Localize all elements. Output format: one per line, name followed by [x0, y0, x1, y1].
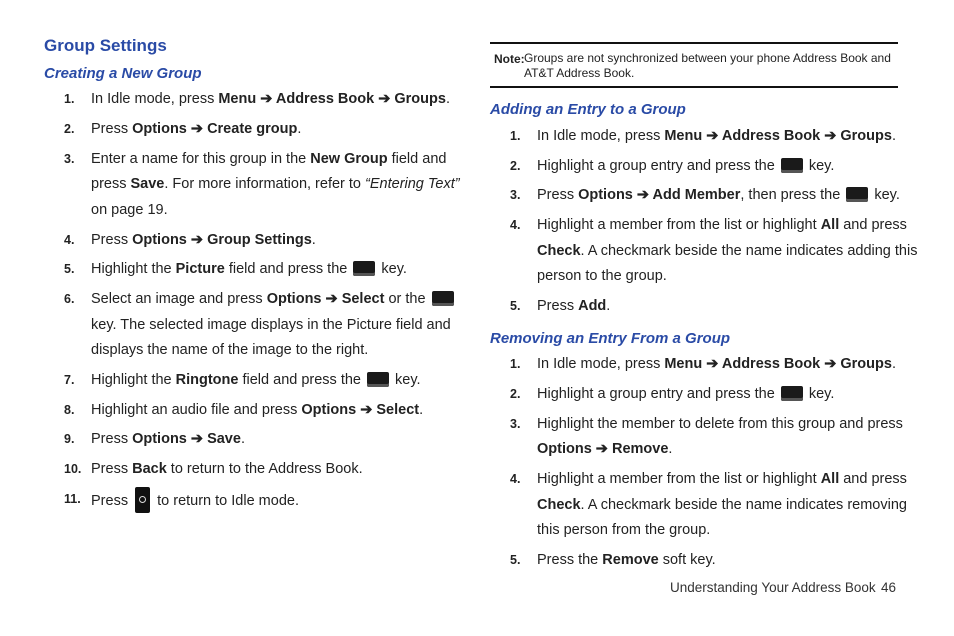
step-text: Press Add.	[537, 298, 611, 314]
step-number: 8.	[64, 403, 75, 417]
step-number: 11.	[64, 492, 81, 506]
step-text: Options ➔ Remove.	[537, 441, 673, 457]
soft-key-icon	[432, 291, 454, 306]
step-text: Press to return to Idle mode.	[91, 487, 299, 515]
step-text: Highlight the member to delete from this group and press	[537, 416, 903, 432]
step-text: In Idle mode, press Menu ➔ Address Book ➔ Groups.	[537, 356, 896, 372]
step-text: key. The selected image displays in the Picture field and	[91, 317, 451, 333]
step-text: person to the group.	[537, 268, 667, 284]
note-box	[490, 42, 898, 88]
page-title: Group Settings	[44, 36, 167, 55]
step-text: press Save. For more information, refer to “Entering Text”	[91, 176, 460, 192]
step-text: Highlight a group entry and press the key.	[537, 158, 835, 174]
step-number: 5.	[510, 299, 521, 313]
step-number: 9.	[64, 432, 75, 446]
step-number: 1.	[64, 92, 75, 106]
step-number: 4.	[510, 472, 521, 486]
step-text: Press Options ➔ Group Settings.	[91, 232, 316, 248]
soft-key-icon	[846, 187, 868, 202]
step-number: 5.	[64, 262, 75, 276]
step-text: Press Options ➔ Create group.	[91, 121, 302, 137]
step-number: 3.	[510, 188, 521, 202]
step-number: 4.	[510, 218, 521, 232]
step-text: Highlight the Picture field and press the key.	[91, 261, 407, 277]
step-number: 2.	[64, 122, 75, 136]
step-text: Highlight the Ringtone field and press the key.	[91, 372, 421, 388]
section-heading-creating: Creating a New Group	[44, 65, 202, 82]
step-text: Select an image and press Options ➔ Select or the	[91, 287, 456, 313]
step-text: Highlight a member from the list or highlight All and press	[537, 471, 907, 487]
step-number: 6.	[64, 292, 75, 306]
step-text: Press the Remove soft key.	[537, 552, 716, 568]
footer-section-title: Understanding Your Address Book	[670, 580, 876, 595]
step-number: 2.	[510, 387, 521, 401]
step-text: Press Options ➔ Add Member, then press the key.	[537, 187, 900, 203]
step-text: displays the name of the image to the right.	[91, 342, 369, 358]
soft-key-icon	[353, 261, 375, 276]
step-text: Highlight an audio file and press Options ➔ Select.	[91, 402, 424, 418]
cross-reference-link[interactable]: “Entering Text”	[365, 176, 460, 192]
step-text: In Idle mode, press Menu ➔ Address Book ➔ Groups.	[537, 128, 896, 144]
step-number: 3.	[64, 152, 75, 166]
step-number: 2.	[510, 159, 521, 173]
page-number: 46	[881, 580, 897, 595]
step-number: 4.	[64, 233, 75, 247]
step-number: 1.	[510, 129, 521, 143]
step-text: Enter a name for this group in the New Group field and	[91, 151, 447, 167]
step-number: 3.	[510, 417, 521, 431]
step-number: 10.	[64, 462, 82, 476]
step-text: Check. A checkmark beside the name indicates adding this	[537, 243, 918, 259]
step-text: Highlight a group entry and press the key.	[537, 386, 835, 402]
step-text: In Idle mode, press Menu ➔ Address Book ➔ Groups.	[91, 91, 450, 107]
step-text: Press Options ➔ Save.	[91, 431, 245, 447]
step-number: 1.	[510, 357, 521, 371]
step-number: 5.	[510, 553, 521, 567]
soft-key-icon	[367, 372, 389, 387]
end-power-key-icon	[135, 487, 150, 513]
step-text: on page 19.	[91, 202, 168, 218]
step-text: this person from the group.	[537, 522, 711, 538]
step-number: 7.	[64, 373, 75, 387]
note-label: Note:	[494, 52, 525, 66]
section-heading-adding: Adding an Entry to a Group	[490, 101, 686, 118]
section-heading-removing: Removing an Entry From a Group	[490, 330, 731, 347]
soft-key-icon	[781, 158, 803, 173]
note-text: Groups are not synchronized between your phone Address Book and AT&T Address Book.	[524, 51, 891, 80]
soft-key-icon	[781, 386, 803, 401]
step-text: Highlight a member from the list or highlight All and press	[537, 217, 907, 233]
step-text: Check. A checkmark beside the name indicates removing	[537, 497, 907, 513]
step-text: Press Back to return to the Address Book.	[91, 461, 363, 477]
